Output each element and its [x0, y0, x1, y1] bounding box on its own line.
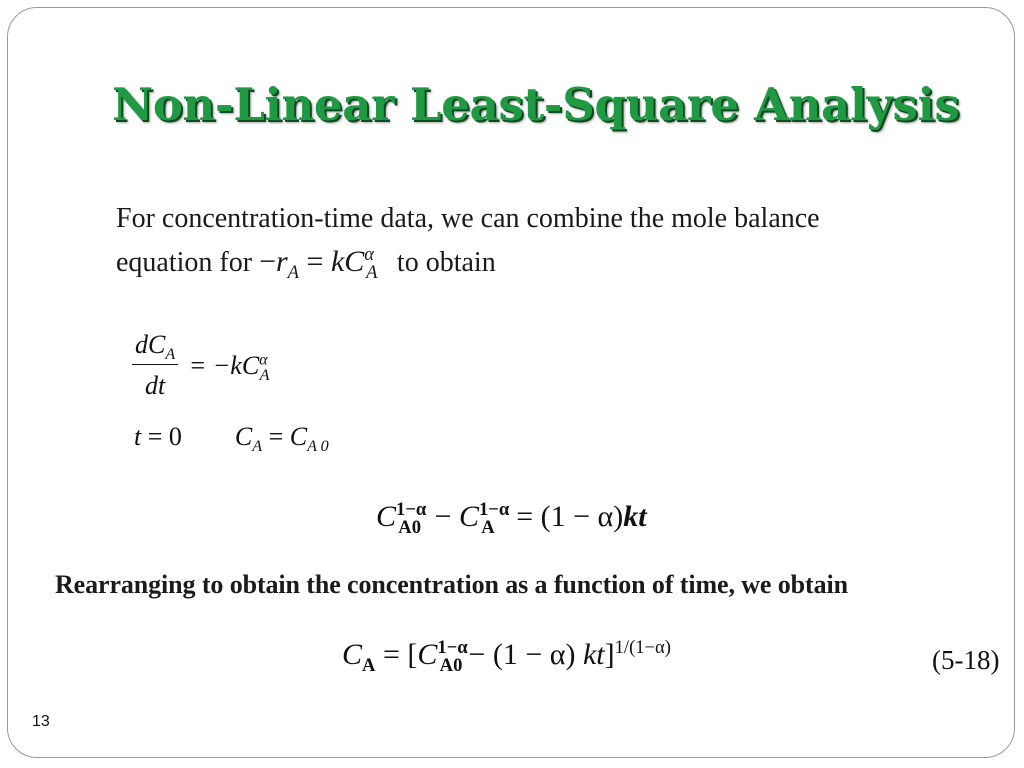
- sol-close-bracket: ]: [604, 638, 615, 671]
- time-equals-zero: = 0: [147, 422, 182, 451]
- int-exponent-2: 1−α: [478, 499, 510, 520]
- int-subscript-a: A: [481, 517, 495, 538]
- intro-line-2: [116, 240, 820, 284]
- ode-alpha: α: [259, 350, 268, 368]
- intro-line-2-suffix: to obtain: [396, 247, 496, 278]
- rate-symbol: r: [275, 245, 288, 278]
- rearranging-text: Rearranging to obtain the concentration as a function of time, we obtain: [55, 570, 848, 599]
- slide-title: Non-Linear Least-Square Analysis: [112, 78, 960, 131]
- ic-a-subscript: A: [252, 438, 263, 456]
- sol-exponent: 1−α: [437, 637, 468, 658]
- rate-law-equation: [259, 244, 385, 283]
- ode-c-symbol: C: [241, 350, 260, 380]
- equation-number: (5-18): [932, 645, 1000, 675]
- concentration-subscript: A: [366, 262, 378, 283]
- derivative-fraction: [132, 330, 178, 401]
- int-subscript-a0: A0: [398, 517, 422, 538]
- ic-a0-subscript: A 0: [307, 438, 329, 456]
- sol-subscript-a: A: [362, 655, 376, 676]
- int-exponent-1: 1−α: [396, 499, 427, 520]
- c-symbol: C: [148, 330, 166, 359]
- ode-rhs: [188, 350, 270, 384]
- int-c0-symbol: C: [376, 500, 397, 533]
- intro-line-2-prefix: equation for: [116, 247, 253, 278]
- mole-balance-ode: [132, 330, 269, 401]
- ode-a-subscript: A: [259, 366, 270, 384]
- derivative-numerator: [132, 330, 178, 365]
- ic-c-symbol: C: [234, 422, 253, 451]
- time-symbol: t: [134, 422, 142, 451]
- sol-equals-bracket: = [: [375, 638, 418, 671]
- a-subscript: A: [165, 346, 176, 364]
- int-rhs: = (1 − α): [508, 500, 624, 533]
- minus-sign: −: [259, 245, 276, 278]
- integrated-rate-equation: [376, 499, 647, 538]
- sol-middle: − (1 − α): [468, 638, 576, 671]
- intro-line-1: For concentration-time data, we can combine the mole balance: [116, 203, 820, 234]
- derivative-denominator: dt: [144, 371, 166, 400]
- order-exponent: α: [364, 244, 375, 265]
- page-number: 13: [32, 713, 50, 730]
- rate-subscript: A: [287, 262, 300, 283]
- int-minus: −: [427, 500, 459, 533]
- sol-subscript-a0: A0: [439, 655, 463, 676]
- d-symbol: d: [135, 330, 148, 359]
- ode-rhs-text: = −k: [188, 350, 242, 380]
- rate-constant: k: [330, 245, 345, 278]
- concentration-solution: [342, 637, 671, 676]
- intro-paragraph: [116, 197, 820, 284]
- sol-c-symbol: C: [342, 638, 363, 671]
- int-kt: kt: [623, 500, 647, 533]
- int-c-symbol: C: [458, 500, 479, 533]
- sol-power: 1/(1−α): [614, 637, 671, 658]
- equals-sign: =: [306, 245, 324, 278]
- ic-c0-symbol: C: [289, 422, 308, 451]
- sol-c0-symbol: C: [417, 638, 438, 671]
- initial-condition: [134, 422, 329, 456]
- sol-kt: kt: [582, 638, 605, 671]
- ic-equals: =: [268, 422, 284, 451]
- concentration-symbol: C: [344, 245, 365, 278]
